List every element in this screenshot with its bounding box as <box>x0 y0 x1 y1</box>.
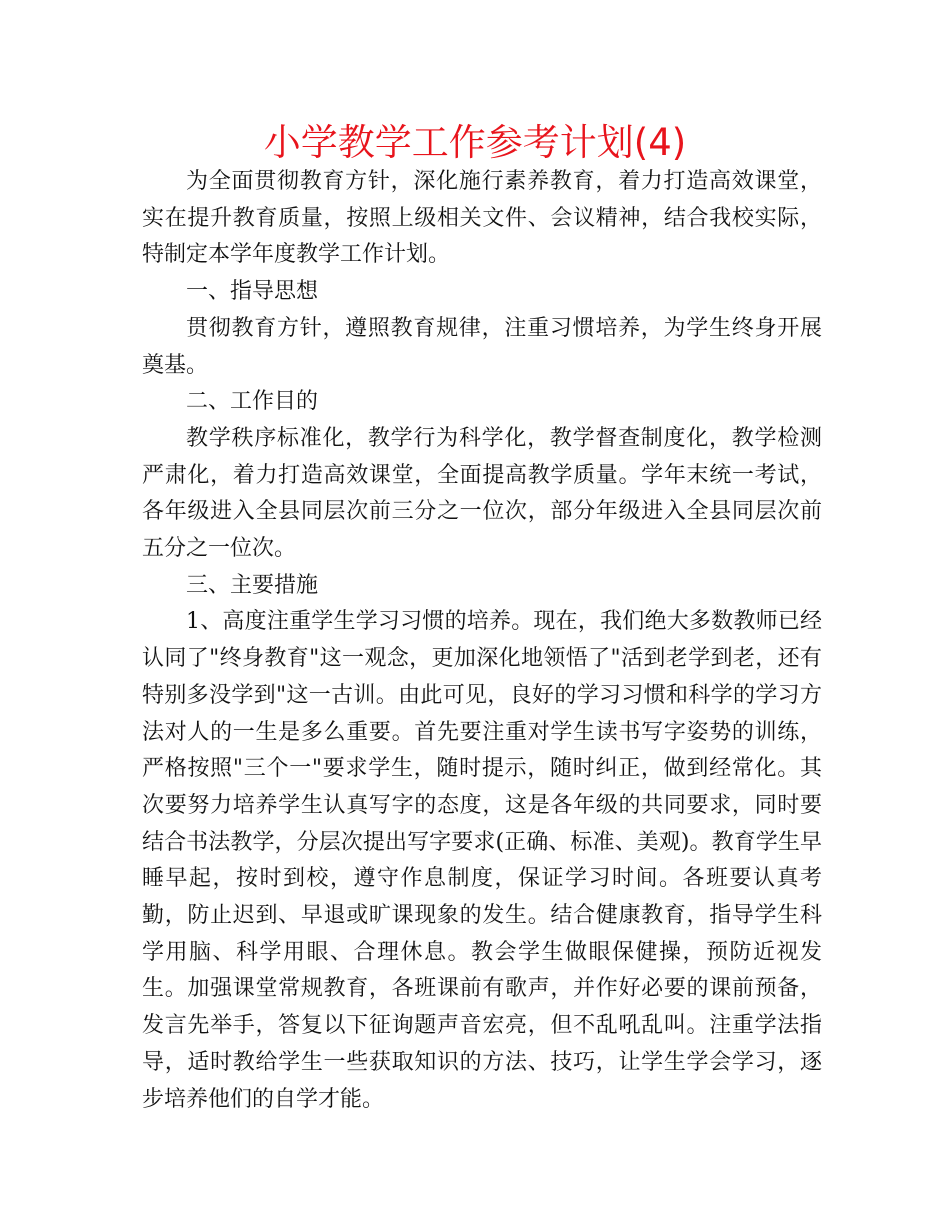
section-heading-guiding-thought: 一、指导思想 <box>186 279 319 305</box>
document-title: 小学教学工作参考计划(4) <box>263 121 687 164</box>
work-goals-paragraph: 教学秩序标准化，教学行为科学化，教学督查制度化，教学检测严肃化，着力打造高效课堂，全面提高教学质量。学年末统一考试，各年级进入全县同层次前三分之一位次，部分年级进入全县同层次前五分之一位次。 <box>142 425 822 562</box>
guiding-thought-paragraph: 贯彻教育方针，遵照教育规律，注重习惯培养，为学生终身开展奠基。 <box>142 315 822 378</box>
section-heading-work-goals: 二、工作目的 <box>186 389 319 415</box>
intro-paragraph: 为全面贯彻教育方针，深化施行素养教育，着力打造高效课堂，实在提升教育质量，按照上级相关文件、会议精神，结合我校实际，特制定本学年度教学工作计划。 <box>142 169 822 268</box>
main-measures-item-1: 1、高度注重学生学习习惯的培养。现在，我们绝大多数教师已经认同了"终身教育"这一观念，更加深化地领悟了"活到老学到老，还有特别多没学到"这一古训。由此可见，良好的学习习惯和科学的学习方法对人的一生是多么重要。首先要注重对学生读书写字姿势的训练，严格按照"三个一"要求学生，随时提示，随时纠正，做到经常化。其次要努力培养学生认真写字的态度，这是各年级的共同要求，同时要结合书法教学，分层次提出写字要求(正确、标准、美观)。教育学生早睡早起，按时到校，遵守作息制度，保证学习时间。各班要认真考勤，防止迟到、早退或旷课现象的发生。结合健康教育，指导学生科学用脑、科学用眼、合理休息。教会学生做眼保健操，预防近视发生。加强课堂常规教育，各班课前有歌声，并作好必要的课前预备，发言先举手，答复以下征询题声音宏亮，但不乱吼乱叫。注重学法指导，适时教给学生一些获取知识的方法、技巧，让学生学会学习，逐步培养他们的自学才能。 <box>142 609 822 1112</box>
document-body <box>142 164 822 1118</box>
section-heading-main-measures: 三、主要措施 <box>186 572 319 598</box>
